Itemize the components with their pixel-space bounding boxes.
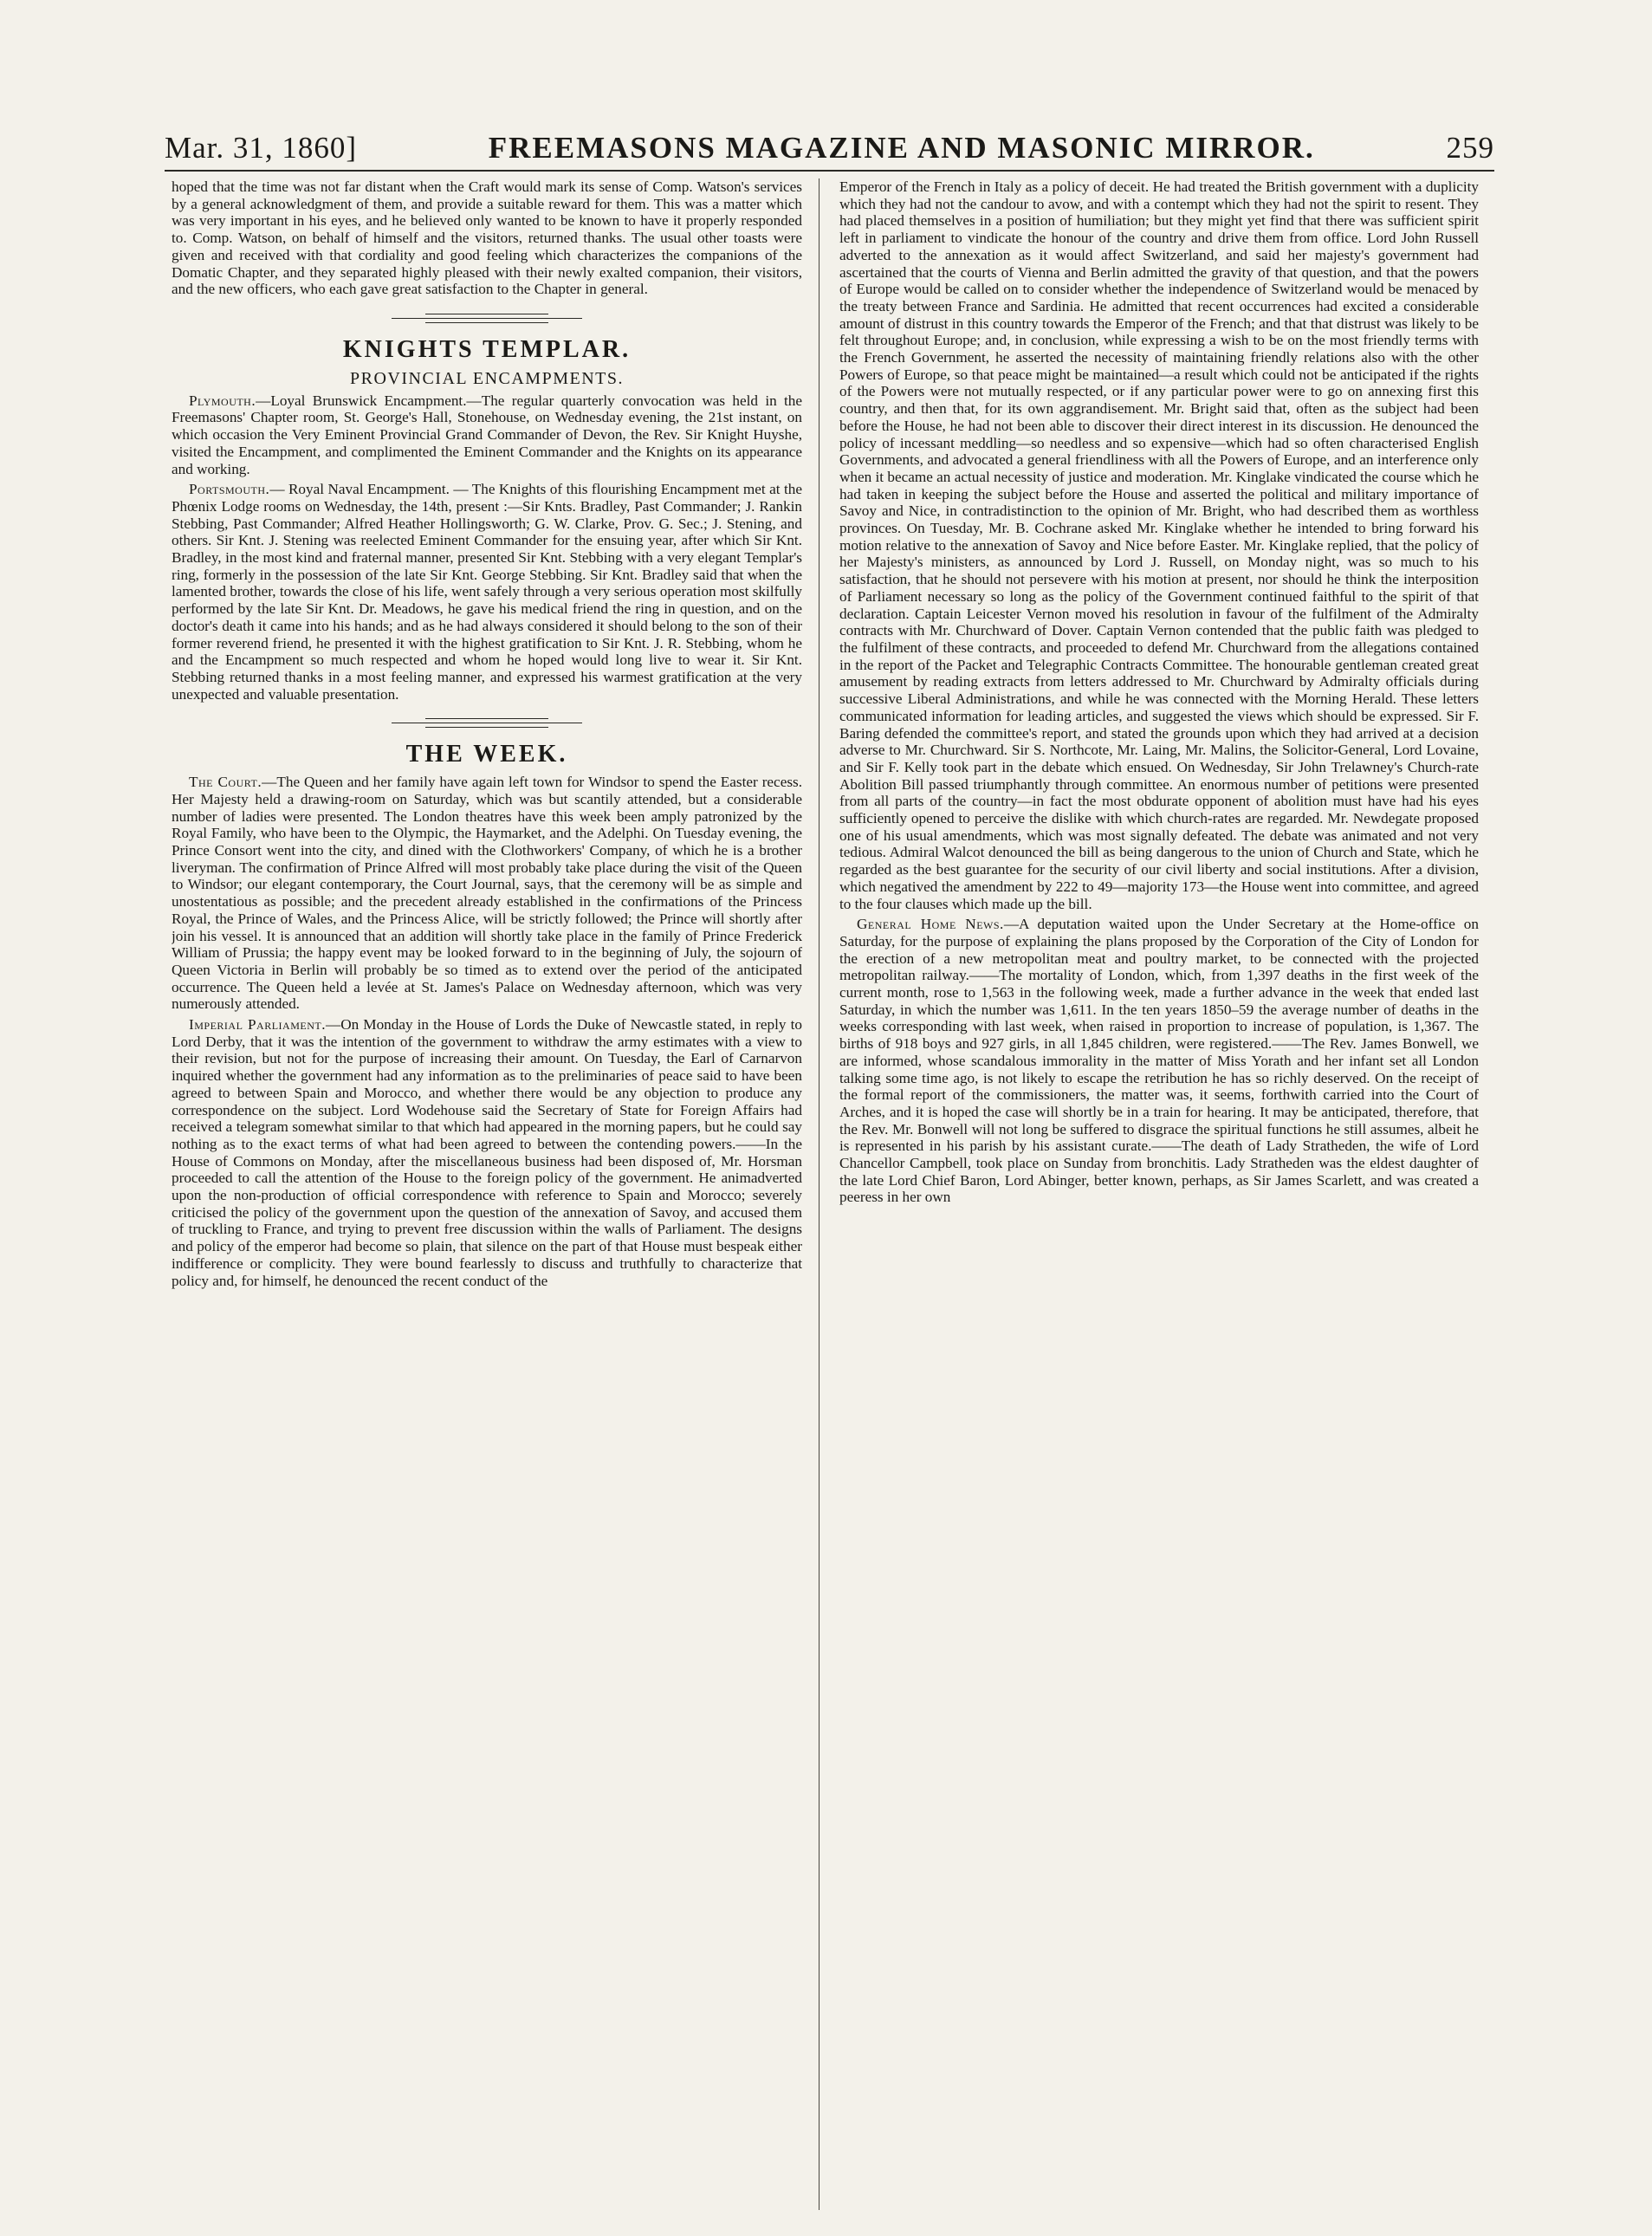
home-news-lead: General Home News.	[857, 916, 1004, 933]
court-news	[172, 774, 802, 1013]
chapter-report-continuation: hoped that the time was not far distant when the Craft would mark its sense of Comp. Watson's services by a general acknowledgment of them, and provide a suitable reward for them. This was a matter which was very important in his eyes, and he believed only wanted to be known to have it properly responded to. Comp. Watson, on behalf of himself and the visitors, returned thanks. The usual other toasts were given and received with that cordiality and good feeling which characterizes the companions of the Domatic Chapter, and they separated highly pleased with their newly exalted companion, their visitors, and the new officers, who each gave great satisfaction to the Chapter in general.	[172, 178, 802, 298]
home-news	[839, 916, 1479, 1206]
issue-date: Mar. 31, 1860]	[165, 131, 358, 165]
plymouth-lead: Plymouth.	[189, 392, 256, 409]
portsmouth-text: — Royal Naval Encampment. — The Knights of this flourishing Encampment met at the Phœnix Lodge rooms on Wednesday, the 14th, present :—Sir Knts. Bradley, Past Commander; J. Rankin Stebbing, Past Commander; Alfred Heather Hollingsworth; G. W. Clarke, Prov. G. Sec.; J. Stening, and others. Sir Knt. J. Stening was reelected Eminent Commander for the ensuing year, after which Sir Knt. Bradley, in the most kind and fraternal manner, presented Sir Knt. Stebbing with a very elegant Templar's ring, formerly in the possession of the late Sir Knt. George Stebbing. Sir Knt. Bradley said that when the lamented brother, towards the close of his life, went safely through a very serious operation most skilfully performed by the late Sir Knt. Dr. Meadows, he gave his medical friend the ring in question, and on the doctor's death it came into his hands; and as he had always considered it should belong to the son of their former reverend friend, he presented it with the highest gratification to Sir Knt. J. R. Stebbing, whom he and the Encampment so much respected and whom he hoped would long live to wear it. Sir Knt. Stebbing returned thanks in a most feeling manner, and expressed his warmest gratification at the very unexpected and valuable presentation.	[172, 481, 802, 703]
provincial-encampments-heading: PROVINCIAL ENCAMPMENTS.	[349, 368, 624, 388]
home-news-text: —A deputation waited upon the Under Secretary at the Home-office on Saturday, for the purpose of explaining the plans proposed by the Corporation of the City of London for the erection of a new metropolitan meat and poultry market, to be connected with the projected metropolitan railway.——The mortality of London, which, from 1,397 deaths in the first week of the current month, rose to 1,563 in the following week, made a further advance in the week that ended last Saturday, in which the number was 1,611. In the ten years 1850–59 the average number of deaths in the weeks corresponding with last week, when raised in proportion to increase of population, is 1,367. The births of 918 boys and 927 girls, in all 1,845 children, were registered.——The Rev. James Bonwell, we are informed, whose scandalous immorality in the matter of Miss Yorath and her infant set all London talking some time ago, is not likely to escape the retribution he has so richly deserved. On the receipt of the formal report of the commissioners, the matter was, it seems, forthwith carried into the Court of Arches, and it is hoped the case will shortly be in a train for hearing. It may be anticipated, therefore, that the Rev. Mr. Bonwell will not long be suffered to disgrace the spiritual functions he still assumes, albeit he is represented in his parish by his assistant curate.——The death of Lady Stratheden, the wife of Lord Chancellor Campbell, took place on Sunday from bronchitis. Lady Stratheden was the eldest daughter of the late Lord Chief Baron, Lord Abinger, better known, perhaps, as Sir James Scarlett, and was created a peeress in her own	[839, 916, 1479, 1206]
left-column	[172, 178, 802, 2214]
portsmouth-report	[172, 481, 802, 703]
masthead-rule	[165, 170, 1494, 172]
parliament-text: —On Monday in the House of Lords the Duke of Newcastle stated, in reply to Lord Derby, that it was the intention of the government to withdraw the army estimates with a view to their revision, but not for the purpose of increasing their amount. On Tuesday, the Earl of Carnarvon inquired whether the government had any information as to the preliminaries of peace said to have been agreed to between Spain and Morocco, and whether there would be any objection to produce any correspondence on the subject. Lord Wodehouse said the Secretary of State for Foreign Affairs had received a telegram somewhat similar to that which had appeared in the morning papers, but he could say nothing as to the exact terms of what had been agreed to between the contending powers.——In the House of Commons on Monday, after the miscellaneous business had been disposed of, Mr. Horsman proceeded to call the attention of the House to the foreign policy of the government. He animadverted upon the non-production of official correspondence with reference to Spain and Morocco; severely criticised the policy of the government upon the question of the annexation of Savoy, and accused them of truckling to France, and trying to prevent free discussion within the walls of Parliament. The designs and policy of the emperor had become so plain, that silence on the part of that House must bespeak either indifference or complicity. They were bound fearlessly to discuss and truthfully to characterize that policy and, for himself, he denounced the recent conduct of the	[172, 1016, 802, 1289]
plymouth-text: —Loyal Brunswick Encampment.—The regular quarterly convocation was held in the Freemasons' Chapter room, St. George's Hall, Stonehouse, on Wednesday evening, the 21st instant, on which occasion the Very Eminent Provincial Grand Commander of Devon, the Rev. Sir Knight Huyshe, visited the Encampment, and complimented the Eminent Commander and the Knights on its appearance and working.	[172, 392, 802, 477]
right-column	[839, 178, 1479, 2214]
knights-templar-heading: KNIGHTS TEMPLAR.	[342, 335, 632, 363]
column-divider	[819, 178, 820, 2210]
court-lead: The Court.	[189, 774, 262, 791]
portsmouth-lead: Portsmouth.	[189, 481, 270, 498]
parliament-lead: Imperial Parliament.	[189, 1016, 326, 1034]
section-separator	[172, 312, 802, 325]
publication-title: FREEMASONS MAGAZINE AND MASONIC MIRROR.	[488, 131, 1315, 165]
parliament-continuation: Emperor of the French in Italy as a policy of deceit. He had treated the British government with a duplicity which they had not the candour to avow, and with a contempt which they had not the spirit to resent. They had placed themselves in a position of humiliation; but they might yet find that there was sufficient spirit left in parliament to vindicate the honour of the country and drive them from office. Lord John Russell adverted to the annexation as it would affect Switzerland, and said her majesty's government had ascertained that the courts of Vienna and Berlin admitted the gravity of that question, and that the powers of Europe would be called on to consider whether the independence of Switzerland would be menaced by the treaty between France and Sardinia. He admitted that recent occurrences had excited a considerable amount of distrust in this country towards the Emperor of the French; and that that distrust was likely to be felt throughout Europe; and, in conclusion, while expressing a wish to be on the most friendly terms with the French Government, he asserted the necessity of maintaining friendly relations also with the other Powers of Europe, so that peace might be maintained—a result which could not be anticipated if the rights of the Powers were not mutually respected, or if any particular power were to go on annexing first this country, and then that, for its own aggrandisement. Mr. Bright said that, often as the subject had been before the House, he had not been able to discover their direct interest in its discussion. He denounced the policy of incessant meddling—so needless and so expensive—which had so often characterised English Governments, and advocated a general friendliness with all the Powers of Europe, and an interference only when it became an actual necessity of justice and moderation. Mr. Kinglake vindicated the course which he had taken in keeping the subject before the House and asserted the political and military importance of Savoy and Nice, in contradistinction to the opinion of Mr. Bright, who had described them as worthless provinces. On Tuesday, Mr. B. Cochrane asked Mr. Kinglake whether he intended to bring forward his motion relative to the annexation of Savoy and Nice before Easter. Mr. Kinglake replied, that the policy of her Majesty's ministers, as announced by Lord J. Russell, on Monday night, was so much to his satisfaction, that he should not persevere with his motion at present, nor should he think the interposition of Parliament necessary so long as the policy of the Government continued faithful to the spirit of that declaration. Captain Leicester Vernon moved his resolution in favour of the fulfilment of the Admiralty contracts with Mr. Churchward of Dover. Captain Vernon contended that the public faith was pledged to the fulfilment of these contracts, and proceeded to defend Mr. Churchward from the allegations contained in the report of the Packet and Telegraphic Contracts Committee. The honourable gentleman created great amusement by reading extracts from letters addressed to Mr. Churchward by Admiralty officials during successive Liberal Administrations, and while he was connected with the Morning Herald. These letters communicated information for leading articles, and suggested the views which should be expressed. Sir F. Baring defended the committee's report, and stated the grounds upon which they had arrived at a decision adverse to Mr. Churchward. Sir S. Northcote, Mr. Laing, Mr. Malins, the Solicitor-General, Lord Lovaine, and Sir F. Kelly took part in the debate which ensued. On Wednesday, Sir John Trelawney's Church-rate Abolition Bill passed triumphantly through committee. An enormous number of petitions were presented from all parts of the country—in fact the most obdurate opponent of abolition must have had his eyes sufficiently opened to perceive the dislike with which church-rates are regarded. Mr. Newdegate proposed one of his usual amendments, which was most signally defeated. The debate was animated and not very tedious. Admiral Walcot denounced the bill as being dangerous to the union of Church and State, which he regarded as the best guarantee for the security of our civil liberty and social institutions. After a division, which negatived the amendment by 222 to 49—majority 173—the House went into committee, and agreed to the four clauses which made up the bill.	[839, 178, 1479, 912]
page-number: 259	[1446, 131, 1494, 165]
the-week-heading: THE WEEK.	[405, 741, 568, 768]
plymouth-report	[172, 392, 802, 478]
court-text: —The Queen and her family have again left town for Windsor to spend the Easter recess. Her Majesty held a drawing-room on Saturday, which was but scantily attended, but a considerable number of ladies were presented. The London theatres have this week been amply patronized by the Royal Family, who have been to the Olympic, the Haymarket, and the Adelphi. On Tuesday evening, the Prince Consort went into the city, and dined with the Clothworkers' Company, of which he is a brother liveryman. The confirmation of Prince Alfred will most probably take place during the visit of the Queen to Windsor; our elegant contemporary, the Court Journal, says, that the ceremony will be as simple and unostentatious as possible; and the precedent already established in the confirmations of the Princess Royal, the Prince of Wales, and the Princess Alice, will be strictly followed; the Prince will shortly after join his vessel. It is announced that an addition will shortly take place in the family of Prince Frederick William of Prussia; the happy event may be looked forward to in the beginning of July, the sojourn of Queen Victoria in Berlin will probably be so timed as to extend over the period of the anticipated occurrence. The Queen held a levée at St. James's Palace on Wednesday afternoon, which was very numerously attended.	[172, 774, 802, 1013]
parliament-news	[172, 1016, 802, 1289]
masthead	[165, 118, 1494, 163]
section-separator	[172, 716, 802, 729]
